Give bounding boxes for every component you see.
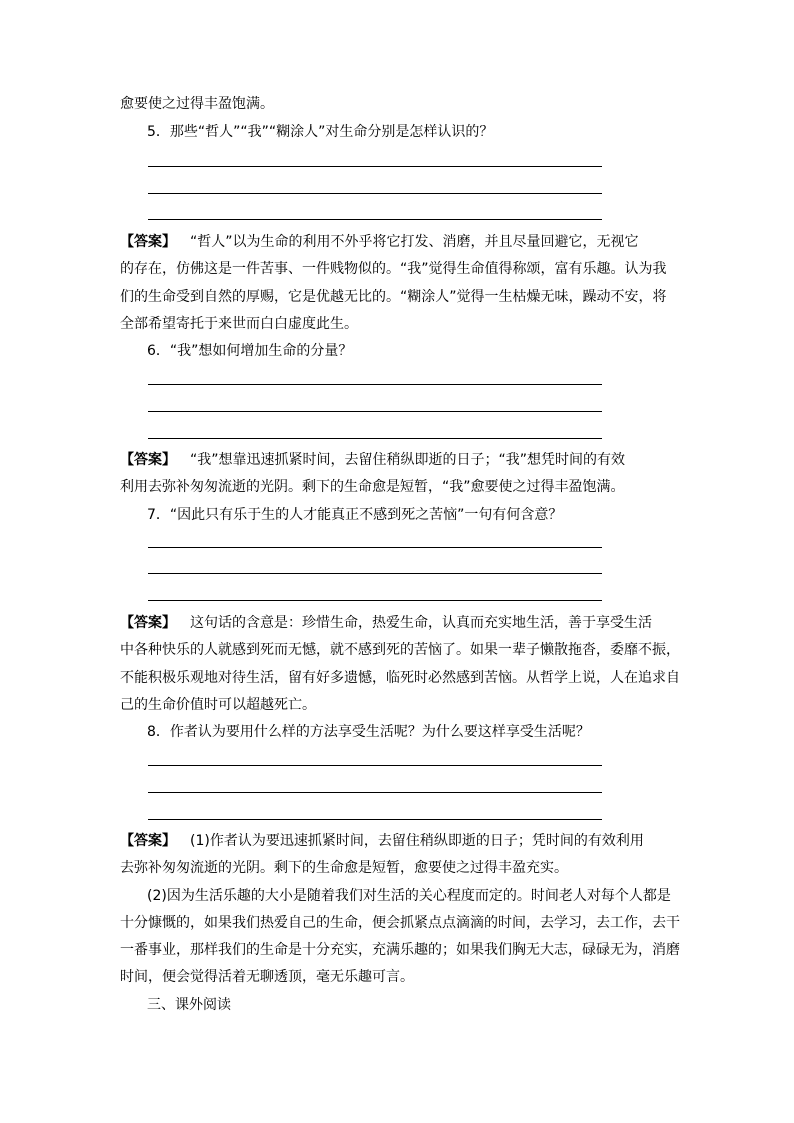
text-line: 全部希望寄托于来世而白白虚度此生。: [120, 316, 358, 332]
answer-rule: [148, 166, 602, 167]
answer-label: 【答案】: [120, 234, 176, 250]
question-7: 7．“因此只有乐于生的人才能真正不感到死之苦恼”一句有何含意？: [147, 507, 563, 523]
answer-label: 【答案】: [120, 833, 176, 849]
answer-rule: [148, 765, 602, 766]
answer-text: “我”想靠迅速抓紧时间，去留住稍纵即逝的日子；“我”想凭时间的有效: [190, 452, 626, 468]
text-line: 利用去弥补匆匆流逝的光阴。剩下的生命愈是短暂，“我”愈要使之过得丰盈饱满。: [120, 479, 625, 495]
answer-rule: [148, 193, 602, 194]
text-line: 们的生命受到自然的厚赐，它是优越无比的。“糊涂人”觉得一生枯燥无味，躁动不安，将: [120, 289, 667, 305]
text-line: (2)因为生活乐趣的大小是随着我们对生活的关心程度而定的。时间老人对每个人都是: [147, 888, 671, 904]
question-5: 5．那些“哲人”“我”“糊涂人”对生命分别是怎样认识的？: [147, 124, 494, 140]
answer-text: (1)作者认为要迅速抓紧时间，去留住稍纵即逝的日子；凭时间的有效利用: [190, 833, 644, 849]
answer-rule: [148, 573, 602, 574]
text-line: 中各种快乐的人就感到死而无憾，就不感到死的苦恼了。如果一辈子懒散拖沓，委靡不振，: [120, 642, 680, 658]
text-line: 的存在，仿佛这是一件苦事、一件贱物似的。“我”觉得生命值得称颂，富有乐趣。认为我: [120, 261, 667, 277]
answer-rule: [148, 600, 602, 601]
text-line: 十分慷慨的，如果我们热爱自己的生命，便会抓紧点点滴滴的时间，去学习，去工作，去干: [120, 915, 680, 931]
answer-rule: [148, 819, 602, 820]
answer-rule: [148, 411, 602, 412]
answer-label: 【答案】: [120, 615, 176, 631]
question-8: 8．作者认为要用什么样的方法享受生活呢？为什么要这样享受生活呢？: [147, 724, 590, 740]
answer-line: [120, 232, 678, 252]
answer-rule: [148, 547, 602, 548]
text-line: 去弥补匆匆流逝的光阴。剩下的生命愈是短暂，愈要使之过得丰盈充实。: [120, 860, 568, 876]
answer-text: 这句话的含意是：珍惜生命，热爱生命，认真而充实地生活，善于享受生活: [190, 615, 652, 631]
text-line: 己的生命价值时可以超越死亡。: [120, 697, 316, 713]
answer-line: [120, 450, 678, 470]
text-line: 不能积极乐观地对待生活，留有好多遗憾，临死时必然感到苦恼。从哲学上说，人在追求自: [120, 670, 680, 686]
answer-rule: [148, 438, 602, 439]
section-heading: 三、课外阅读: [147, 997, 231, 1013]
answer-label: 【答案】: [120, 452, 176, 468]
question-6: 6．“我”想如何增加生命的分量？: [147, 343, 353, 359]
answer-rule: [148, 792, 602, 793]
answer-line: [120, 831, 678, 851]
answer-rule: [148, 384, 602, 385]
answer-line: [120, 613, 678, 633]
text-line: 一番事业，那样我们的生命是十分充实，充满乐趣的；如果我们胸无大志，碌碌无为，消磨: [120, 942, 680, 958]
answer-text: “哲人”以为生命的利用不外乎将它打发、消磨，并且尽量回避它，无视它: [190, 234, 639, 250]
answer-rule: [148, 219, 602, 220]
text-line: 愈要使之过得丰盈饱满。: [120, 96, 274, 112]
text-line: 时间，便会觉得活着无聊透顶，毫无乐趣可言。: [120, 969, 414, 985]
